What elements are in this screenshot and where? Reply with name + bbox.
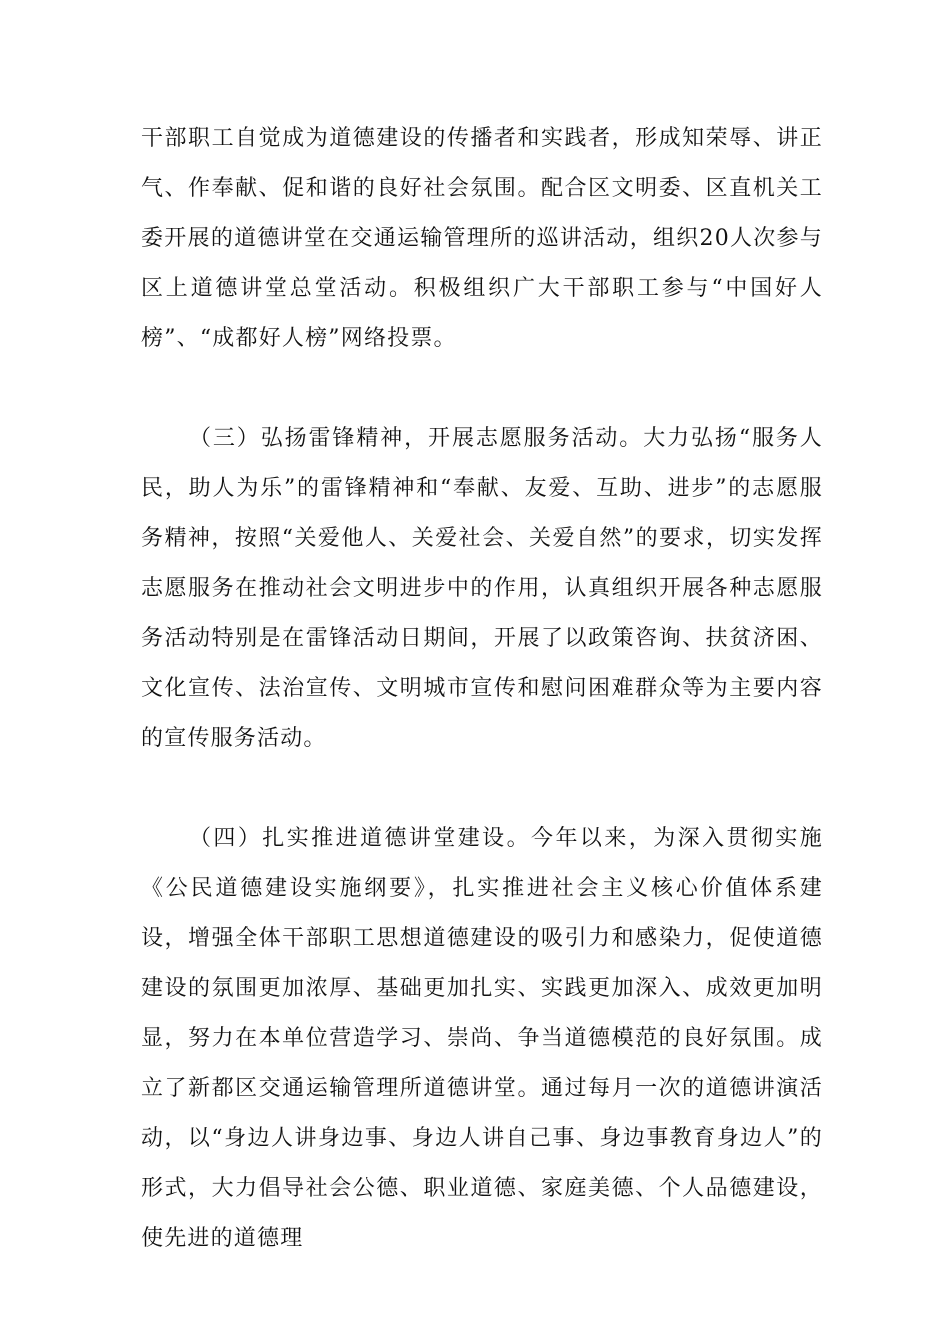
paragraph-moral-lecture-hall: （四）扎实推进道德讲堂建设。今年以来，为深入贯彻实施《公民道德建设实施纲要》，扎实推进社会主义核心价值体系建设，增强全体干部职工思想道德建设的吸引力和感染力，促使道德建设的氛围更加浓厚、基础更加扎实、实践更加深入、成效更加明显，努力在本单位营造学习、崇尚、争当道德模范的良好氛围。成立了新都区交通运输管理所道德讲堂。通过每月一次的道德讲演活动，以“身边人讲身边事、身边人讲自己事、身边事教育身边人”的形式，大力倡导社会公德、职业道德、家庭美德、个人品德建设，使先进的道德理 [141,826,823,1251]
paragraph-continuation: 干部职工自觉成为道德建设的传播者和实践者，形成知荣辱、讲正气、作奉献、促和谐的良好社会氛围。配合区文明委、区直机关工委开展的道德讲堂在交通运输管理所的巡讲活动，组织20人次参与区上道德讲堂总堂活动。积极组织广大干部职工参与“中国好人榜”、“成都好人榜”网络投票。 [141,126,823,351]
paragraph-volunteer-service: （三）弘扬雷锋精神，开展志愿服务活动。大力弘扬“服务人民，助人为乐”的雷锋精神和“奉献、友爱、互助、进步”的志愿服务精神，按照“关爱他人、关爱社会、关爱自然”的要求，切实发挥志愿服务在推动社会文明进步中的作用，认真组织开展各种志愿服务活动特别是在雷锋活动日期间，开展了以政策咨询、扶贫济困、文化宣传、法治宣传、文明城市宣传和慰问困难群众等为主要内容的宣传服务活动。 [141,426,823,751]
